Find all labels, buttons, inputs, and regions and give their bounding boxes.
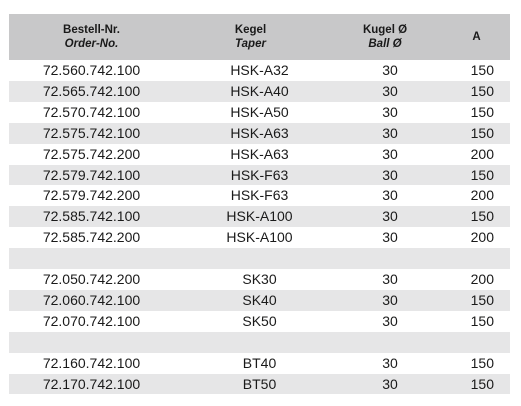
table-header [9, 14, 510, 60]
cell-order-no: 72.575.742.200 [42, 145, 141, 162]
cell-taper: HSK-A100 [226, 229, 293, 246]
cell-a: 150 [443, 206, 510, 227]
table-row [9, 227, 510, 248]
header-order-no [9, 14, 174, 60]
cell-a: 150 [470, 62, 494, 78]
cell-order-no: 72.585.742.200 [42, 229, 141, 246]
header-a: A [443, 14, 510, 60]
cell-order-no: 72.575.742.100 [9, 123, 174, 144]
cell-order-no: 72.565.742.100 [9, 81, 174, 102]
table-row [9, 144, 510, 165]
cell-order-no: 72.170.742.100 [9, 374, 174, 395]
separator-cell [9, 248, 510, 269]
cell-taper: SK40 [174, 290, 327, 311]
cell-a: 200 [470, 229, 494, 246]
cell-a: 200 [470, 187, 494, 204]
cell-order-no: 72.560.742.100 [42, 62, 141, 78]
table-row [9, 60, 510, 81]
cell-ball: 30 [327, 165, 443, 186]
order-table [9, 14, 510, 394]
table-row [9, 81, 510, 102]
cell-order-no: 72.050.742.200 [42, 271, 141, 288]
header-taper-de: Kegel [234, 24, 267, 36]
cell-a: 150 [443, 165, 510, 186]
cell-order-no: 72.160.742.100 [42, 354, 141, 371]
cell-a: 150 [470, 354, 494, 371]
group-separator [9, 248, 510, 269]
cell-taper: BT40 [242, 354, 277, 371]
header-ball [327, 14, 443, 60]
cell-ball: 30 [382, 229, 398, 246]
cell-ball: 30 [382, 312, 398, 329]
table-row [9, 206, 510, 227]
cell-taper: HSK-F63 [174, 165, 327, 186]
header-order-en: Order-No. [64, 38, 119, 50]
cell-ball: 30 [382, 145, 398, 162]
table-row [9, 102, 510, 123]
cell-taper: HSK-A50 [230, 103, 289, 120]
cell-a: 150 [470, 312, 494, 329]
table-row [9, 374, 510, 395]
cell-ball: 30 [327, 123, 443, 144]
header-taper [174, 14, 327, 60]
cell-a: 150 [470, 103, 494, 120]
cell-ball: 30 [382, 62, 398, 78]
header-ball-en: Ball Ø [368, 38, 402, 50]
cell-taper: SK50 [242, 312, 277, 329]
cell-order-no: 72.579.742.100 [9, 165, 174, 186]
cell-a: 200 [470, 271, 494, 288]
table-body [9, 60, 510, 394]
header-order-de: Bestell-Nr. [63, 24, 120, 36]
separator-cell [9, 332, 510, 353]
cell-ball: 30 [327, 206, 443, 227]
table-row [9, 123, 510, 144]
header-taper-en: Taper [235, 38, 266, 50]
cell-taper: HSK-A63 [174, 123, 327, 144]
cell-a: 150 [443, 374, 510, 395]
cell-ball: 30 [327, 81, 443, 102]
table-row [9, 185, 510, 206]
cell-ball: 30 [382, 103, 398, 120]
cell-taper: SK30 [242, 271, 277, 288]
cell-ball: 30 [327, 374, 443, 395]
cell-ball: 30 [382, 354, 398, 371]
cell-taper: HSK-A40 [174, 81, 327, 102]
cell-ball: 30 [382, 187, 398, 204]
group-separator [9, 332, 510, 353]
cell-a: 150 [443, 123, 510, 144]
cell-order-no: 72.579.742.200 [42, 187, 141, 204]
cell-ball: 30 [327, 290, 443, 311]
cell-order-no: 72.585.742.100 [9, 206, 174, 227]
cell-a: 150 [443, 290, 510, 311]
cell-taper: BT50 [174, 374, 327, 395]
table-row [9, 311, 510, 332]
cell-order-no: 72.060.742.100 [9, 290, 174, 311]
cell-taper: HSK-A63 [230, 145, 289, 162]
header-ball-de: Kugel Ø [362, 24, 408, 36]
cell-taper: HSK-A32 [230, 62, 289, 78]
cell-a: 200 [470, 145, 494, 162]
cell-order-no: 72.070.742.100 [42, 312, 141, 329]
table-row [9, 290, 510, 311]
cell-ball: 30 [382, 271, 398, 288]
table-row [9, 165, 510, 186]
header-row [9, 14, 510, 60]
cell-a: 150 [443, 81, 510, 102]
table-row [9, 269, 510, 290]
cell-taper: HSK-F63 [230, 187, 289, 204]
cell-order-no: 72.570.742.100 [42, 103, 141, 120]
table-row [9, 353, 510, 374]
cell-taper: HSK-A100 [174, 206, 327, 227]
